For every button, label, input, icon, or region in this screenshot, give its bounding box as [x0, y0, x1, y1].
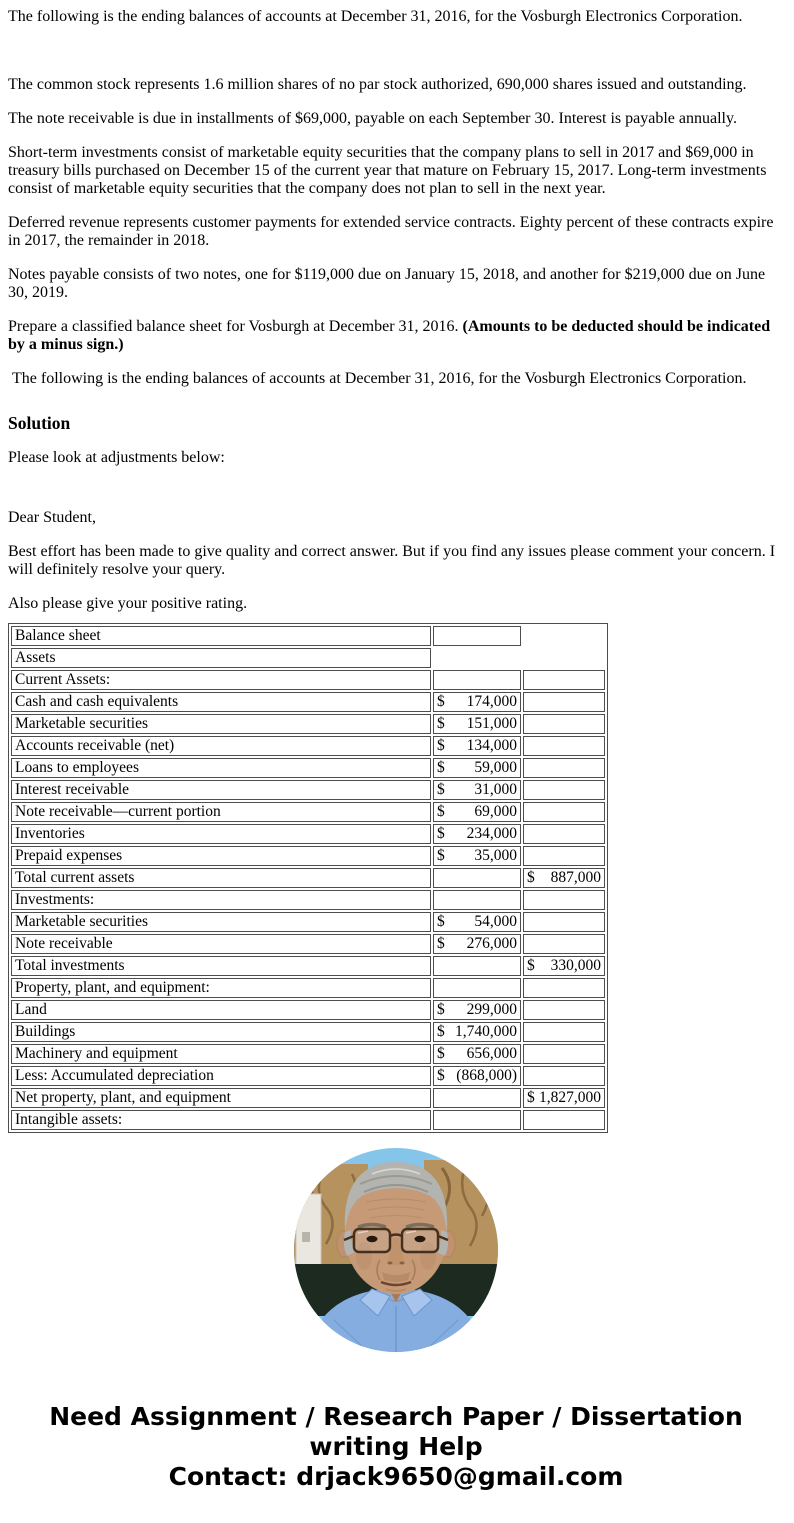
paragraph: Dear Student, — [8, 509, 96, 526]
amount-value: 887,000 — [550, 869, 601, 886]
empty-cell — [523, 824, 605, 844]
amount-cell — [433, 714, 521, 734]
dollar-sign: $ — [527, 869, 535, 886]
table-row — [11, 802, 605, 822]
dollar-sign: $ — [437, 847, 445, 864]
empty-cell — [523, 714, 605, 734]
dollar-sign: $ — [437, 693, 445, 710]
paragraph: Best effort has been made to give quality and correct answer. But if you find any issues please comment your concern. I will definitely resolve your query. — [8, 543, 780, 578]
row-label-cell: Intangible assets: — [11, 1110, 431, 1130]
amount-value: 1,827,000 — [539, 1089, 601, 1106]
amount-value: 69,000 — [474, 803, 517, 820]
empty-cell — [433, 868, 521, 888]
paragraph: Please look at adjustments below: — [8, 449, 225, 466]
empty-cell — [523, 670, 605, 690]
row-label-cell: Note receivable — [11, 934, 431, 954]
paragraph: The note receivable is due in installments of $69,000, payable on each September 30. Interest is payable annually. — [8, 110, 737, 127]
table-row — [11, 846, 605, 866]
row-label-cell: Land — [11, 1000, 431, 1020]
balance-sheet-table — [8, 623, 608, 1133]
table-row — [11, 780, 605, 800]
table-row — [11, 890, 605, 910]
balance-sheet-table-container — [8, 623, 784, 1128]
paragraph: Short-term investments consist of marketable equity securities that the company plans to sell in 2017 and $69,000 in treasury bills purchased on December 15 of the current year that mature on February 15, 2017. Long-term investments consist of marketable equity securities that the company does not plan to sell in the next year. — [8, 144, 771, 197]
amount-value: (868,000) — [456, 1067, 517, 1084]
row-label-cell: Balance sheet — [11, 626, 431, 646]
table-row — [11, 868, 605, 888]
solution-heading: Solution — [8, 413, 71, 433]
amount-value: 174,000 — [466, 693, 517, 710]
row-label-cell: Inventories — [11, 824, 431, 844]
footer-line: Need Assignment / Research Paper / Dissertation — [49, 1402, 743, 1431]
amount-cell — [523, 956, 605, 976]
table-row — [11, 978, 605, 998]
empty-cell — [523, 846, 605, 866]
paragraph: Prepare a classified balance sheet for Vosburgh at December 31, 2016. (Amounts to be deducted should be indicated by a minus sign.) — [8, 318, 775, 353]
table-row — [11, 912, 605, 932]
dollar-sign: $ — [527, 1089, 535, 1106]
photo-row — [8, 1148, 784, 1352]
dollar-sign: $ — [437, 781, 445, 798]
dollar-sign: $ — [437, 1023, 445, 1040]
table-row — [11, 1000, 605, 1020]
amount-value: 59,000 — [474, 759, 517, 776]
paragraph: The common stock represents 1.6 million shares of no par stock authorized, 690,000 shares issued and outstanding. — [8, 76, 747, 93]
table-row — [11, 1066, 605, 1086]
table-row — [11, 824, 605, 844]
paragraph: The following is the ending balances of accounts at December 31, 2016, for the Vosburgh Electronics Corporation. — [8, 8, 743, 25]
table-row — [11, 1110, 605, 1130]
amount-cell — [433, 1044, 521, 1064]
amount-value: 234,000 — [466, 825, 517, 842]
empty-cell — [433, 978, 521, 998]
row-label-cell: Assets — [11, 648, 431, 668]
dollar-sign: $ — [527, 957, 535, 974]
dollar-sign: $ — [437, 825, 445, 842]
footer-line: writing Help — [309, 1432, 483, 1461]
row-label-cell: Machinery and equipment — [11, 1044, 431, 1064]
amount-cell — [433, 1000, 521, 1020]
dollar-sign: $ — [437, 935, 445, 952]
empty-cell — [433, 890, 521, 910]
row-label-cell: Interest receivable — [11, 780, 431, 800]
row-label-cell: Total current assets — [11, 868, 431, 888]
empty-cell — [523, 1044, 605, 1064]
dollar-sign: $ — [437, 913, 445, 930]
bold-instruction: (Amounts to be deducted should be indicated by a minus sign.) — [8, 318, 775, 353]
row-label-cell: Prepaid expenses — [11, 846, 431, 866]
amount-cell — [523, 1088, 605, 1108]
dollar-sign: $ — [437, 803, 445, 820]
footer-line: Contact: drjack9650@gmail.com — [168, 1462, 624, 1491]
amount-value: 31,000 — [474, 781, 517, 798]
amount-cell — [433, 912, 521, 932]
dollar-sign: $ — [437, 1001, 445, 1018]
empty-cell — [523, 934, 605, 954]
empty-cell — [523, 758, 605, 778]
tutor-portrait-photo — [294, 1148, 498, 1352]
table-row — [11, 626, 605, 646]
amount-value: 276,000 — [466, 935, 517, 952]
dollar-sign: $ — [437, 1067, 445, 1084]
table-row — [11, 714, 605, 734]
row-label-cell: Less: Accumulated depreciation — [11, 1066, 431, 1086]
empty-cell — [523, 780, 605, 800]
empty-cell — [523, 912, 605, 932]
row-label-cell: Property, plant, and equipment: — [11, 978, 431, 998]
empty-cell — [433, 1110, 521, 1130]
amount-cell — [433, 824, 521, 844]
empty-cell — [433, 956, 521, 976]
amount-value: 35,000 — [474, 847, 517, 864]
row-label-cell: Marketable securities — [11, 912, 431, 932]
dollar-sign: $ — [437, 759, 445, 776]
empty-cell — [523, 802, 605, 822]
amount-value: 151,000 — [466, 715, 517, 732]
empty-cell — [433, 670, 521, 690]
row-label-cell: Current Assets: — [11, 670, 431, 690]
row-label-cell: Buildings — [11, 1022, 431, 1042]
amount-cell — [433, 1022, 521, 1042]
empty-cell — [523, 1022, 605, 1042]
amount-value: 656,000 — [466, 1045, 517, 1062]
solution-paragraphs — [8, 449, 784, 613]
amount-value: 299,000 — [466, 1001, 517, 1018]
table-row — [11, 758, 605, 778]
paragraph: Also please give your positive rating. — [8, 595, 248, 612]
paragraph: Deferred revenue represents customer payments for extended service contracts. Eighty percent of these contracts expire in 2017, the remainder in 2018. — [8, 214, 778, 249]
table-row — [11, 670, 605, 690]
amount-cell — [433, 1066, 521, 1086]
empty-cell — [523, 1000, 605, 1020]
paragraph: The following is the ending balances of accounts at December 31, 2016, for the Vosburgh Electronics Corporation. — [8, 370, 747, 387]
table-row — [11, 1088, 605, 1108]
footer-contact-banner — [8, 1402, 784, 1492]
amount-cell — [433, 758, 521, 778]
row-label-cell: Cash and cash equivalents — [11, 692, 431, 712]
amount-cell — [433, 802, 521, 822]
empty-cell — [523, 692, 605, 712]
amount-cell — [523, 868, 605, 888]
table-row — [11, 1044, 605, 1064]
intro-paragraphs — [8, 8, 784, 388]
amount-cell — [433, 736, 521, 756]
amount-cell — [433, 846, 521, 866]
amount-value: 330,000 — [550, 957, 601, 974]
amount-cell — [433, 780, 521, 800]
dollar-sign: $ — [437, 737, 445, 754]
amount-cell — [433, 934, 521, 954]
row-label-cell: Note receivable—current portion — [11, 802, 431, 822]
row-label-cell: Net property, plant, and equipment — [11, 1088, 431, 1108]
table-row — [11, 692, 605, 712]
table-row — [11, 648, 605, 668]
empty-cell — [523, 1110, 605, 1130]
row-label-cell: Accounts receivable (net) — [11, 736, 431, 756]
dollar-sign: $ — [437, 1045, 445, 1062]
row-label-cell: Investments: — [11, 890, 431, 910]
paragraph: Notes payable consists of two notes, one for $119,000 due on January 15, 2018, and another for $219,000 due on June 30, 2019. — [8, 266, 770, 301]
table-row — [11, 1022, 605, 1042]
blank-area — [523, 648, 605, 668]
table-row — [11, 934, 605, 954]
row-label-cell: Marketable securities — [11, 714, 431, 734]
empty-cell — [523, 1066, 605, 1086]
amount-value: 134,000 — [466, 737, 517, 754]
blank-area — [523, 626, 605, 646]
blank-area — [433, 648, 521, 668]
empty-cell — [523, 978, 605, 998]
amount-cell — [433, 692, 521, 712]
balance-sheet-rows — [11, 626, 605, 1130]
empty-cell — [523, 736, 605, 756]
empty-cell — [433, 626, 521, 646]
dollar-sign: $ — [437, 715, 445, 732]
empty-cell — [433, 1088, 521, 1108]
row-label-cell: Total investments — [11, 956, 431, 976]
table-row — [11, 736, 605, 756]
table-row — [11, 956, 605, 976]
empty-cell — [523, 890, 605, 910]
amount-value: 1,740,000 — [455, 1023, 517, 1040]
amount-value: 54,000 — [474, 913, 517, 930]
row-label-cell: Loans to employees — [11, 758, 431, 778]
